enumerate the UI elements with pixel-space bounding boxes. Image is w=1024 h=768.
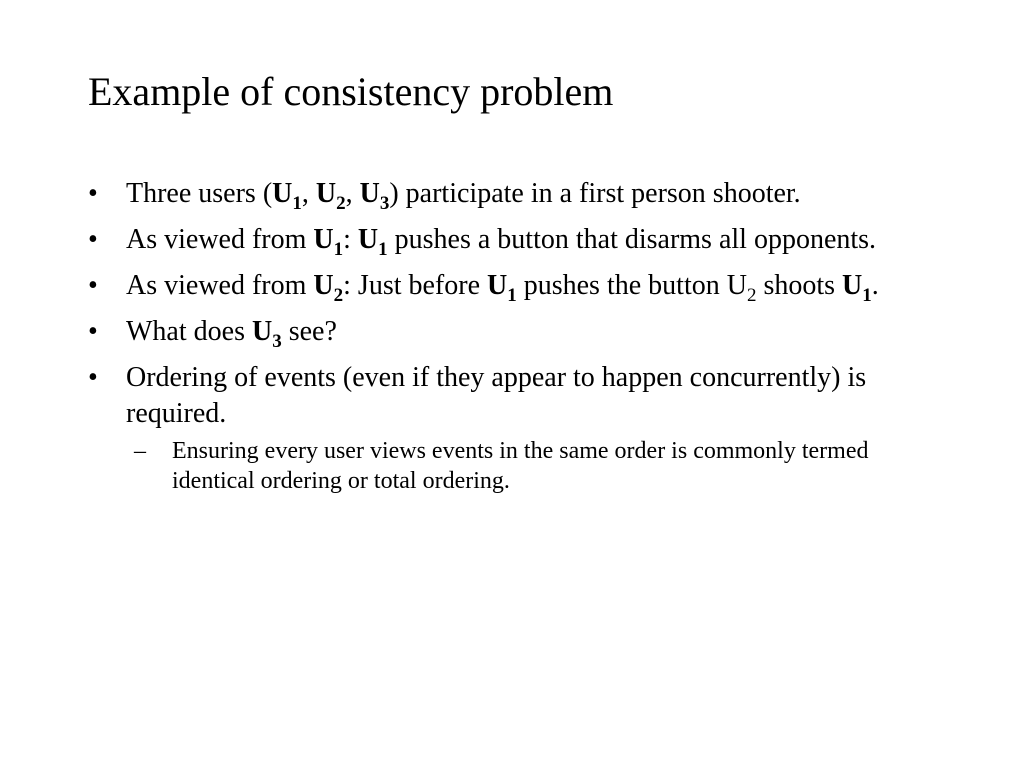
subscript — [507, 285, 517, 306]
bullet-item — [88, 222, 948, 258]
bullet-text — [126, 178, 801, 214]
bold-text: U — [359, 178, 380, 209]
bullet-marker: • — [88, 270, 98, 301]
subscript — [272, 331, 282, 352]
bold-run — [313, 224, 333, 255]
bullet-marker: • — [88, 178, 98, 209]
text-segment: , — [345, 178, 360, 209]
text-segment: Ordering of events (even if they appear to happen concurrently) is required. — [126, 362, 867, 429]
bold-text: U — [842, 270, 863, 301]
bold-run — [272, 316, 282, 352]
bullet-item — [88, 314, 948, 350]
bold-text: U — [272, 178, 293, 209]
bullet-item — [88, 176, 948, 212]
bold-run — [487, 270, 507, 301]
subscript-text: 1 — [862, 285, 872, 306]
bold-text: U — [315, 178, 337, 209]
subscript-text: 1 — [333, 239, 344, 260]
bullet-item — [88, 360, 948, 496]
bold-run — [842, 270, 862, 301]
subscript-text: 1 — [507, 285, 517, 306]
bold-run — [507, 270, 517, 306]
bold-text: U — [313, 270, 334, 301]
sub-bullet-marker: – — [134, 438, 146, 464]
bold-run — [358, 224, 378, 255]
bullet-text — [126, 224, 877, 260]
bullet-text — [126, 316, 337, 352]
subscript-text: 3 — [272, 331, 282, 352]
sub-bullet-list — [134, 436, 948, 496]
sub-bullet-text: Ensuring every user views events in the same order is commonly termed identical ordering or total ordering. — [172, 438, 869, 494]
bold-run — [333, 270, 344, 306]
subscript — [862, 285, 872, 306]
text-segment: As viewed from — [126, 270, 314, 301]
sub-bullet-item — [134, 436, 948, 496]
bold-run — [862, 270, 872, 306]
bold-run — [379, 178, 390, 214]
subscript-text: 2 — [746, 285, 757, 306]
text-segment: . — [871, 270, 879, 301]
text-segment: shoots — [756, 270, 843, 301]
text-segment: : — [343, 224, 358, 255]
bold-run — [316, 178, 336, 209]
text-segment: Three users ( — [126, 178, 273, 209]
bold-run — [292, 178, 302, 214]
bullet-list — [88, 176, 948, 506]
bullet-text — [126, 270, 879, 306]
subscript — [378, 239, 388, 260]
bold-run — [333, 224, 344, 260]
bullet-text — [126, 362, 866, 429]
bold-text: U — [313, 224, 334, 255]
bold-run — [313, 270, 333, 301]
bold-run — [336, 178, 346, 214]
slide-title: Example of consistency problem — [88, 69, 614, 114]
text-segment: What does — [126, 316, 252, 347]
subscript-text: 2 — [336, 193, 346, 214]
bold-run — [378, 224, 388, 260]
subscript — [336, 193, 346, 214]
subscript-text: 2 — [333, 285, 344, 306]
bullet-marker: • — [88, 316, 98, 347]
text-segment: pushes the button U — [516, 270, 747, 301]
text-segment: see? — [281, 316, 337, 347]
bullet-marker: • — [88, 362, 98, 393]
text-segment: ) participate in a first person shooter. — [389, 178, 801, 209]
subscript — [380, 193, 390, 214]
subscript — [334, 285, 344, 306]
text-segment: , — [301, 178, 316, 209]
bold-run — [272, 178, 292, 209]
subscript — [292, 193, 302, 214]
subscript-text: 1 — [292, 193, 302, 214]
bold-text: U — [251, 316, 273, 347]
bold-text: U — [357, 224, 379, 255]
bold-text: U — [487, 270, 508, 301]
bullet-marker: • — [88, 224, 98, 255]
bullet-item — [88, 268, 948, 304]
subscript — [334, 239, 344, 260]
text-segment: pushes a button that disarms all opponents. — [387, 224, 877, 255]
subscript-text: 3 — [379, 193, 390, 214]
subscript-text: 1 — [378, 239, 388, 260]
bold-run — [252, 316, 272, 347]
text-segment: As viewed from — [126, 224, 314, 255]
bold-run — [360, 178, 380, 209]
text-segment: : Just before — [343, 270, 487, 301]
